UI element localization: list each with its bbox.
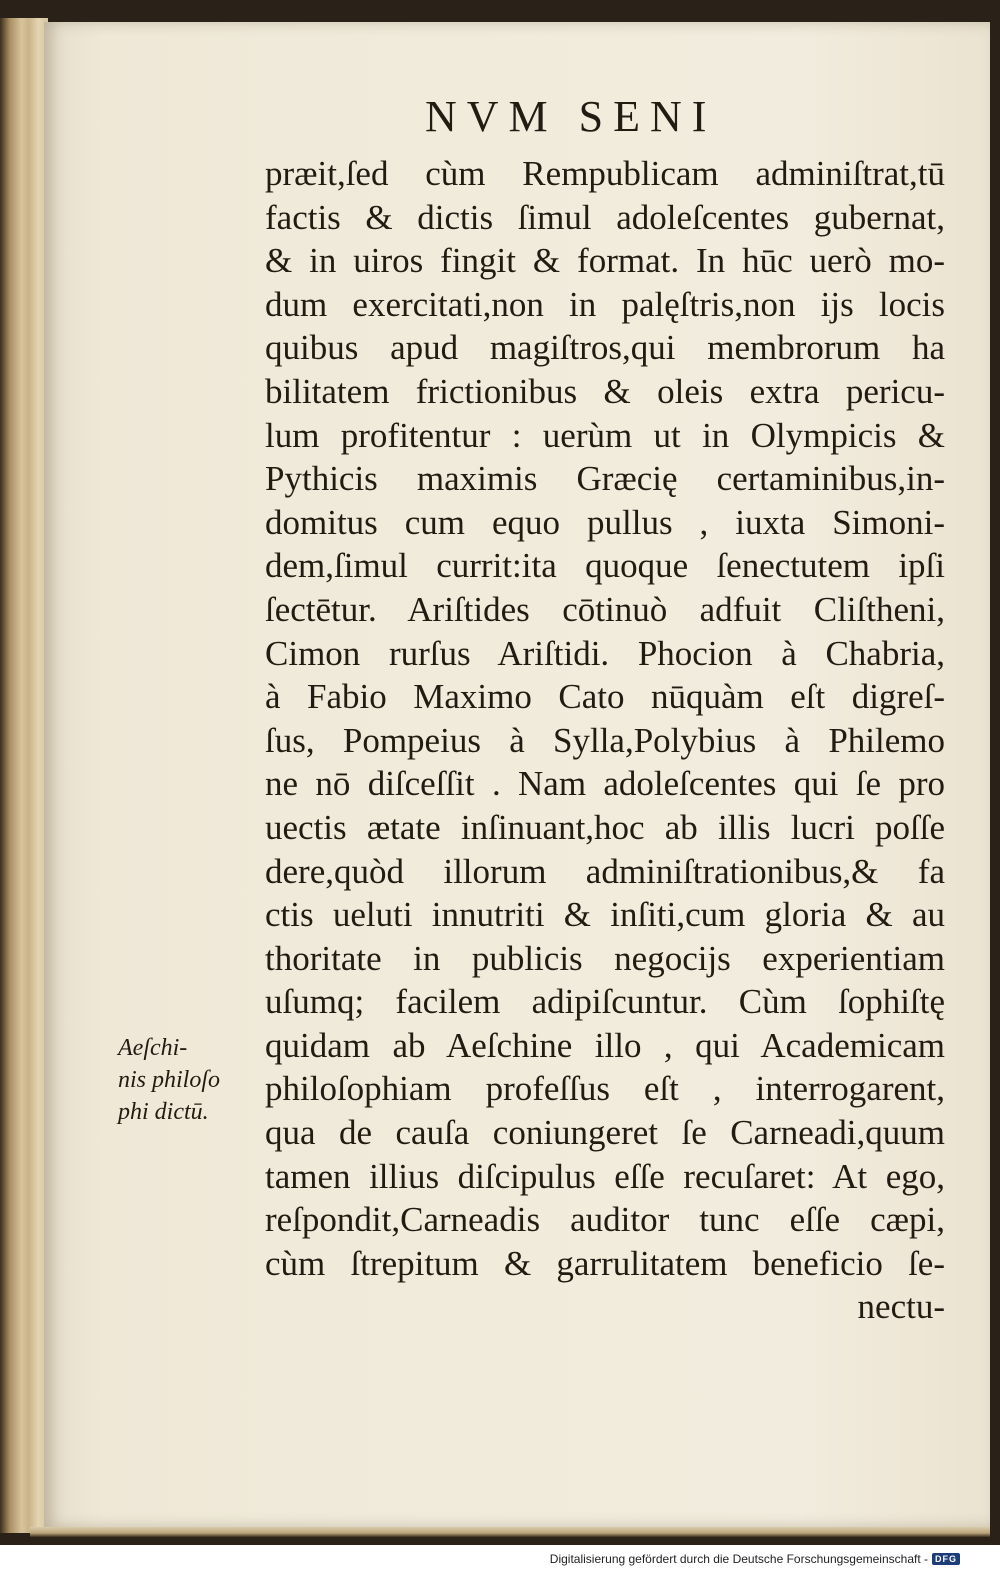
text-line: nectu- (857, 1287, 945, 1327)
text-line: quidam ab Aeſchine illo , qui Academicam (265, 1025, 945, 1065)
text-line: Cimon rurſus Ariſtidi. Phocion à Chabria, (265, 633, 945, 673)
text-line: factis & dictis ſimul adoleſcentes gubernat, (265, 197, 945, 237)
text-line: ctis ueluti innutriti & inſiti,cum gloria & au (265, 895, 945, 935)
running-head: NVM SENI (425, 92, 717, 141)
body-text (265, 152, 955, 1329)
text-line: tamen illius diſcipulus eſſe recuſaret: At ego, (265, 1156, 945, 1196)
credit-text: Digitalisierung gefördert durch die Deutsche Forschungsgemeinschaft - (549, 1552, 928, 1566)
text-line: reſpondit,Carneadis auditor tunc eſſe cæpi, (265, 1200, 945, 1240)
text-line: thoritate in publicis negocijs experientiam (265, 938, 945, 978)
text-line: domitus cum equo pullus , iuxta Simoni- (265, 502, 945, 542)
text-line: philoſophiam profeſſus eſt , interrogarent, (265, 1069, 945, 1109)
text-line: lum profitentur : uerùm ut in Olympicis & (265, 415, 945, 455)
text-line: qua de cauſa coniungeret ſe Carneadi,quum (265, 1113, 945, 1153)
text-line: dere,quòd illorum adminiſtrationibus,& fa (265, 851, 945, 891)
text-line: bilitatem frictionibus & oleis extra pericu- (265, 371, 945, 411)
marginal-note (118, 1032, 258, 1128)
page-bottom-edge (30, 1527, 990, 1537)
text-line: dem,ſimul currit:ita quoque ſenectutem ipſi (265, 546, 945, 586)
dfg-logo: DFG (932, 1553, 960, 1565)
text-line: ne nō diſceſſit . Nam adoleſcentes qui ſe pro (265, 764, 945, 804)
text-line: à Fabio Maximo Cato nūquàm eſt digreſ- (265, 677, 945, 717)
text-line: uſumq; facilem adipiſcuntur. Cùm ſophiſtę (265, 982, 945, 1022)
text-line: præit,ſed cùm Rempublicam adminiſtrat,tū (265, 154, 945, 193)
text-line: & in uiros fingit & format. In hūc uerò mo- (265, 241, 945, 281)
page-stack-edges (0, 18, 48, 1533)
text-line: dum exercitati,non in palęſtris,non ijs locis (265, 284, 945, 324)
marginal-note-line: phi dictū. (118, 1099, 209, 1125)
text-line: ſectētur. Ariſtides cōtinuò adfuit Cliſtheni, (265, 589, 945, 629)
text-line: ſus, Pompeius à Sylla,Polybius à Philemo (265, 720, 945, 760)
text-line: Pythicis maximis Græcię certaminibus,in- (265, 459, 945, 499)
text-line: cùm ſtrepitum & garrulitatem beneficio ſe- (265, 1243, 945, 1283)
digitization-credit (550, 1552, 960, 1566)
marginal-note-line: Aeſchi- (118, 1035, 188, 1061)
marginal-note-line: nis philoſo (118, 1067, 221, 1093)
text-line: uectis ætate inſinuant,hoc ab illis lucri poſſe (265, 807, 945, 847)
text-line: quibus apud magiſtros,qui membrorum ha (265, 328, 945, 368)
